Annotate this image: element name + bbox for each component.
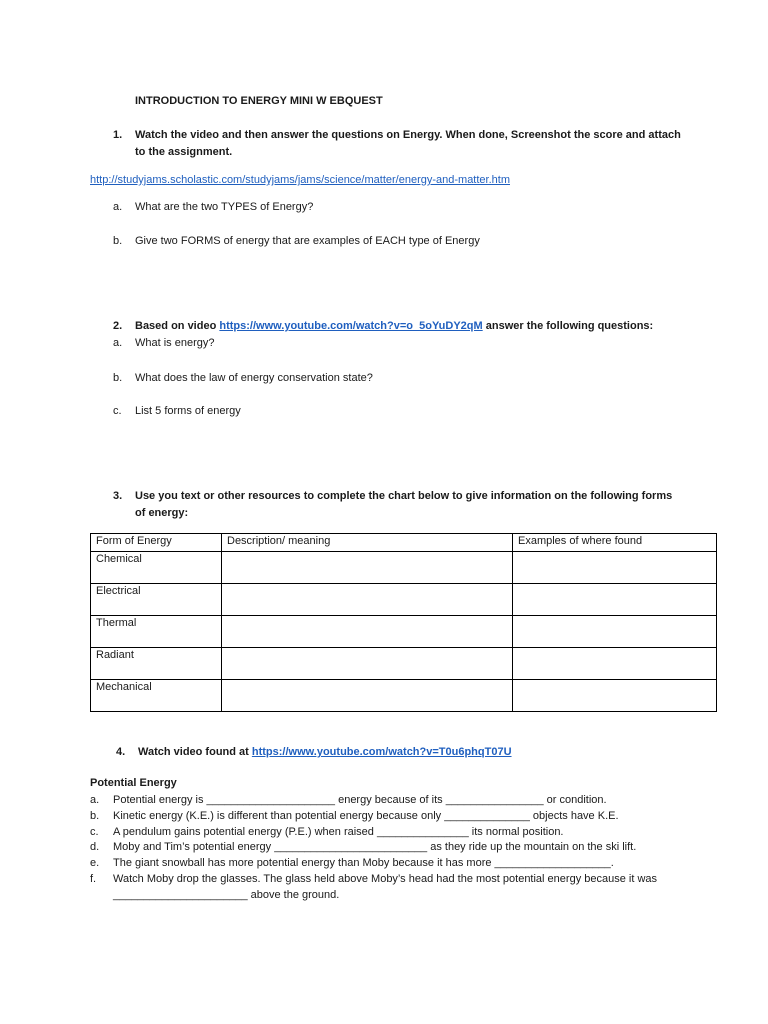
- q2-item-b-letter: b.: [113, 372, 123, 384]
- header-form-of-energy: Form of Energy: [91, 534, 222, 552]
- q3-text-line2: of energy:: [135, 507, 189, 519]
- q2-item-c-letter: c.: [113, 405, 122, 417]
- q1-text-line1: Watch the video and then answer the questions on Energy. When done, Screenshot the score and attach: [135, 129, 681, 141]
- youtube-link-q4[interactable]: https://www.youtube.com/watch?v=T0u6phqT07U: [251, 746, 512, 758]
- q4-prefix: Watch video found at: [138, 746, 249, 758]
- q2-prefix: Based on video: [135, 320, 217, 332]
- pe-item-f-letter: f.: [90, 873, 97, 885]
- energy-forms-table: [90, 533, 717, 712]
- row-label-radiant: Radiant: [91, 648, 222, 680]
- q3-text-line1: Use you text or other resources to complete the chart below to give information on the following forms: [135, 490, 673, 502]
- pe-item-b-text: Kinetic energy (K.E.) is different than potential energy because only ______________ objects have K.E.: [113, 810, 619, 822]
- q4-number: 4.: [116, 746, 126, 758]
- pe-item-a-text: Potential energy is _____________________ energy because of its ________________ or condition.: [113, 794, 607, 806]
- examples-cell[interactable]: [513, 648, 717, 680]
- pe-item-d-letter: d.: [90, 841, 100, 853]
- description-cell[interactable]: [222, 584, 513, 616]
- q1-item-a-text: What are the two TYPES of Energy?: [135, 201, 314, 213]
- table-row: [91, 584, 717, 616]
- table-row: [91, 648, 717, 680]
- row-label-electrical: Electrical: [91, 584, 222, 616]
- q1-item-b-text: Give two FORMS of energy that are examples of EACH type of Energy: [135, 235, 480, 247]
- q1-number: 1.: [113, 129, 123, 141]
- q2-item-c-text: List 5 forms of energy: [135, 405, 241, 417]
- pe-item-e-text: The giant snowball has more potential energy than Moby because it has more ___________________.: [113, 857, 614, 869]
- description-cell[interactable]: [222, 616, 513, 648]
- page-title: INTRODUCTION TO ENERGY MINI W EBQUEST: [135, 95, 383, 107]
- potential-energy-heading: Potential Energy: [90, 777, 177, 789]
- q1-item-b-letter: b.: [113, 235, 123, 247]
- q1-item-a-letter: a.: [113, 201, 123, 213]
- q2-heading: [135, 320, 653, 332]
- header-examples: Examples of where found: [513, 534, 717, 552]
- examples-cell[interactable]: [513, 552, 717, 584]
- q2-suffix: answer the following questions:: [485, 320, 654, 332]
- q2-number: 2.: [113, 320, 123, 332]
- pe-item-c-text: A pendulum gains potential energy (P.E.) when raised _______________ its normal position.: [113, 826, 564, 838]
- description-cell[interactable]: [222, 552, 513, 584]
- q2-item-a-letter: a.: [113, 337, 123, 349]
- table-header-row: [91, 534, 717, 552]
- row-label-thermal: Thermal: [91, 616, 222, 648]
- row-label-mechanical: Mechanical: [91, 680, 222, 712]
- table-row: [91, 616, 717, 648]
- examples-cell[interactable]: [513, 584, 717, 616]
- header-description: Description/ meaning: [222, 534, 513, 552]
- pe-item-b-letter: b.: [90, 810, 100, 822]
- pe-item-f-text: Watch Moby drop the glasses. The glass held above Moby’s head had the most potential energy because it was: [113, 873, 658, 885]
- description-cell[interactable]: [222, 648, 513, 680]
- examples-cell[interactable]: [513, 616, 717, 648]
- pe-item-c-letter: c.: [90, 826, 99, 838]
- pe-item-f-continuation: ______________________ above the ground.: [113, 889, 340, 901]
- pe-item-e-letter: e.: [90, 857, 100, 869]
- pe-item-a-letter: a.: [90, 794, 100, 806]
- description-cell[interactable]: [222, 680, 513, 712]
- examples-cell[interactable]: [513, 680, 717, 712]
- q1-text-line2: to the assignment.: [135, 146, 233, 158]
- row-label-chemical: Chemical: [91, 552, 222, 584]
- table-row: [91, 552, 717, 584]
- youtube-link-q2[interactable]: https://www.youtube.com/watch?v=o_5oYuDY2qM: [219, 320, 483, 332]
- studyjams-link[interactable]: http://studyjams.scholastic.com/studyjams/jams/science/matter/energy-and-matter.htm: [90, 174, 510, 186]
- pe-item-d-text: Moby and Tim’s potential energy _________________________ as they ride up the mountain on the ski lift.: [113, 841, 637, 853]
- q2-item-a-text: What is energy?: [135, 337, 215, 349]
- q4-heading: [138, 746, 512, 758]
- q2-item-b-text: What does the law of energy conservation state?: [135, 372, 373, 384]
- q3-number: 3.: [113, 490, 123, 502]
- table-row: [91, 680, 717, 712]
